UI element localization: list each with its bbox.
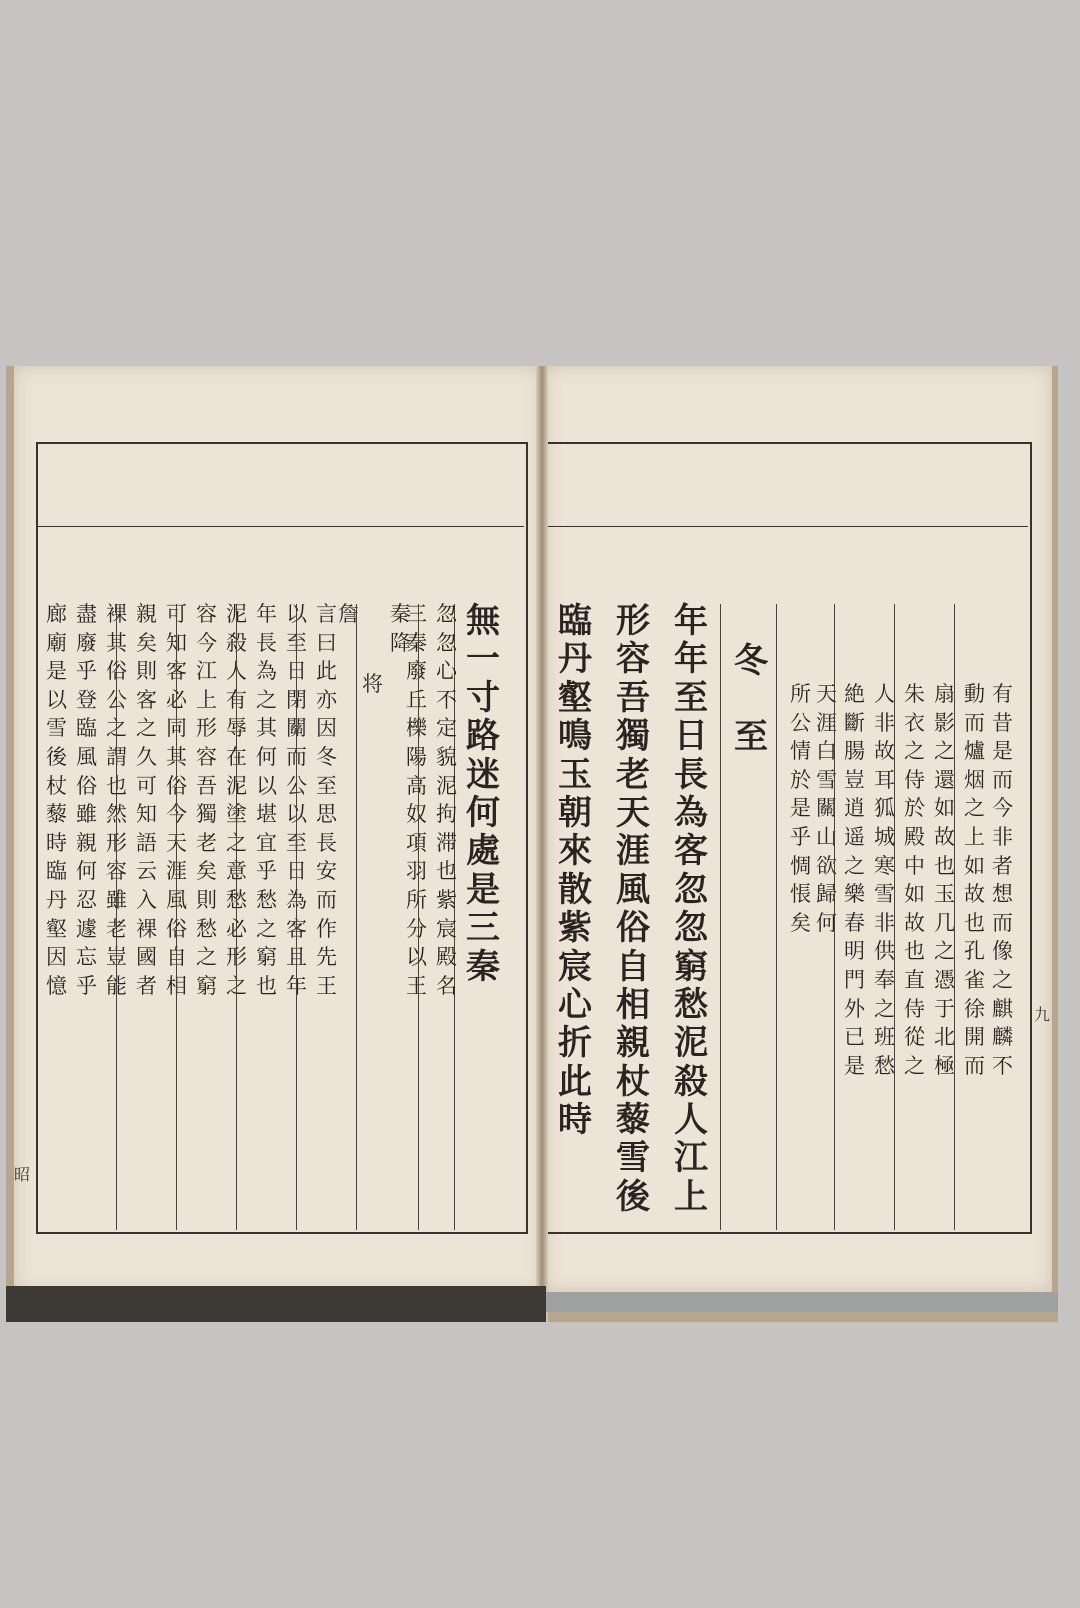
right-verse-column: 形 容 吾 獨 老 天 涯 風 俗 自 相 親 杖 藜 雪 後 [616,601,650,1217]
book-spread [6,366,1058,1322]
column-rule [116,604,117,1230]
left-page [14,366,542,1292]
right-header-rule [546,526,1028,527]
column-rule [776,604,777,1230]
column-rule [418,604,419,1230]
book-gutter [536,366,548,1322]
left-commentary-column: 将 [362,672,383,696]
column-rule [834,604,835,1230]
right-margin-mark: 九 [1034,1005,1051,1024]
left-margin-mark: 昭 [14,1165,31,1184]
page-shadow [6,1286,546,1322]
column-rule [176,604,177,1230]
left-commentary-column: 容 今 江 上 形 容 吾 獨 老 矣 則 愁 之 窮 [196,602,217,998]
right-verse-column: 年 年 至 日 長 為 客 忽 忽 窮 愁 泥 殺 人 江 上 [674,601,708,1217]
left-commentary-column: 廊 廟 是 以 雪 後 杖 藜 時 臨 丹 壑 因 憶 [46,602,67,998]
right-page [544,366,1052,1292]
right-commentary-column: 動 而 爐 烟 之 上 如 故 也 孔 雀 徐 開 而 [964,682,985,1078]
right-commentary-column: 絶 斷 腸 豈 逍 遥 之 樂 春 明 門 外 已 是 [844,682,865,1078]
right-commentary-column: 有 昔 是 而 今 非 者 想 而 像 之 麒 麟 不 [992,682,1013,1078]
right-verse-column: 臨 丹 壑 鳴 玉 朝 來 散 紫 宸 心 折 此 時 [558,601,592,1141]
left-commentary-column: 秦 降 [390,602,411,655]
left-commentary-column: 泥 殺 人 有 辱 在 泥 塗 之 意 愁 必 形 之 [226,602,247,998]
left-commentary-column: 盡 廢 乎 登 臨 風 俗 雖 親 何 忍 遽 忘 乎 [76,602,97,998]
right-commentary-column: 朱 衣 之 侍 於 殿 中 如 故 也 直 侍 從 之 [904,682,925,1078]
right-commentary-column: 扇 影 之 還 如 故 也 玉 几 之 憑 于 北 極 [934,682,955,1078]
left-commentary-column: 忽 忽 心 不 定 貌 泥 拘 滞 也 紫 宸 殿 名 [436,602,457,998]
left-header-rule [36,526,524,527]
left-commentary-column: 言 曰 此 亦 因 冬 至 思 長 安 而 作 先 王 [316,602,337,998]
column-rule [296,604,297,1230]
column-rule [236,604,237,1230]
column-rule [954,604,955,1230]
column-rule [894,604,895,1230]
left-main-verse-column: 無 一 寸 路 迷 何 處 是 三 秦 [466,601,500,987]
right-commentary-column: 人 非 故 耳 狐 城 寒 雪 非 供 奉 之 班 愁 [874,682,895,1078]
left-commentary-column: 親 矣 則 客 之 久 可 知 語 云 入 裸 國 者 [136,602,157,998]
right-commentary-column: 所 公 情 於 是 乎 惆 悵 矣 [790,682,811,935]
left-commentary-column: 三 秦 廢 丘 櫟 陽 高 奴 項 羽 所 分 以 王 [406,602,427,998]
column-rule [356,604,357,1230]
page-edge [546,1292,1058,1312]
left-commentary-column: 年 長 為 之 其 何 以 堪 宜 乎 愁 之 窮 也 [256,602,277,998]
column-rule [720,604,721,1230]
right-commentary-column: 天 涯 白 雪 關 山 欲 歸 何 [816,682,837,935]
left-commentary-column: 詹 [338,602,359,626]
left-commentary-column: 可 知 客 必 同 其 俗 今 天 涯 風 俗 自 相 [166,602,187,998]
left-commentary-column: 以 至 日 閉 關 而 公 以 至 日 為 客 且 年 [286,602,307,998]
section-heading-dongzhi: 冬 至 [734,641,768,757]
left-commentary-column: 裸 其 俗 公 之 謂 也 然 形 容 雖 老 豈 能 [106,602,127,998]
